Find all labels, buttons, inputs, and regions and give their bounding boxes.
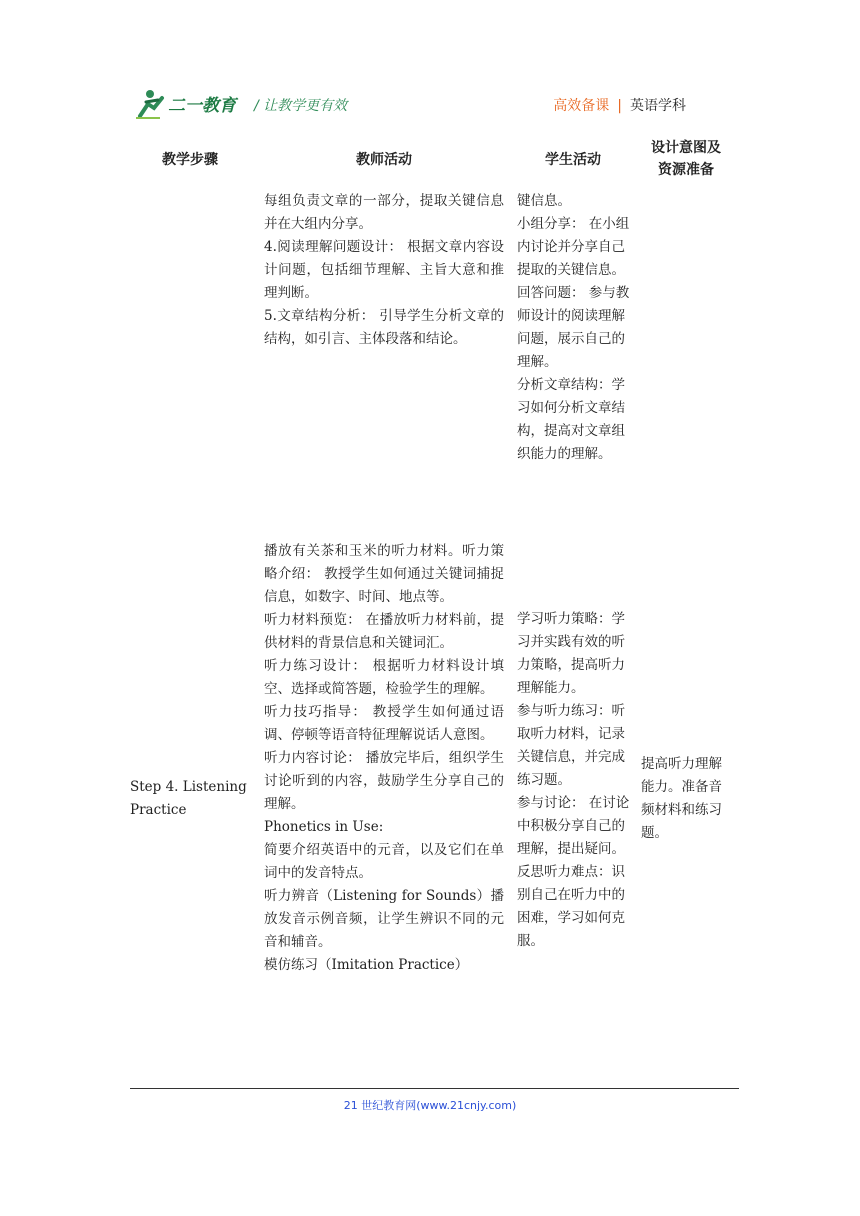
header-brand xyxy=(553,95,686,115)
brand-separator: | xyxy=(617,98,622,114)
row2-teacher-para: 听力辨音（Listening for Sounds）播放发音示例音频，让学生辨识不同的元音和辅音。 xyxy=(264,888,504,950)
brand-label: 高效备课 xyxy=(553,98,610,114)
col-header-design-line2: 资源准备 xyxy=(658,162,714,178)
row2-student-para: 参与讨论： 在讨论中积极分享自己的理解，提出疑问。 xyxy=(517,795,630,857)
row2-teacher-para: 听力材料预览： 在播放听力材料前，提供材料的背景信息和关键词汇。 xyxy=(264,612,504,651)
row2-teacher-activity xyxy=(264,540,504,977)
row1-teacher-activity xyxy=(264,190,504,351)
footer-source[interactable]: 21 世纪教育网(www.21cnjy.com) xyxy=(343,1099,517,1112)
page-header xyxy=(136,86,736,122)
col-header-step: 教学步骤 xyxy=(162,152,218,168)
row2-teacher-para: 听力内容讨论： 播放完毕后，组织学生讨论听到的内容，鼓励学生分享自己的理解。 xyxy=(264,750,504,812)
logo-icon xyxy=(136,88,248,120)
logo-text: 二一教育 xyxy=(168,96,236,116)
col-header-student: 学生活动 xyxy=(545,152,601,168)
row2-teacher-para: 听力练习设计： 根据听力材料设计填空、选择或简答题，检验学生的理解。 xyxy=(264,658,504,697)
row1-student-para: 回答问题： 参与教师设计的阅读理解问题，展示自己的理解。 xyxy=(517,285,630,370)
row2-student-para: 学习听力策略：学习并实践有效的听力策略，提高听力理解能力。 xyxy=(517,611,625,696)
row1-student-activity xyxy=(517,190,631,466)
row1-student-para: 分析文章结构：学习如何分析文章结构，提高对文章组织能力的理解。 xyxy=(517,377,625,462)
header-slogan: / 让教学更有效 xyxy=(254,98,348,114)
row2-teacher-para: 听力技巧指导： 教授学生如何通过语调、停顿等语音特征理解说话人意图。 xyxy=(264,704,504,743)
col-header-design xyxy=(636,137,736,181)
row2-student-para: 参与听力练习：听取听力材料，记录关键信息，并完成练习题。 xyxy=(517,703,625,788)
row2-step-label: Step 4. Listening Practice xyxy=(130,779,247,818)
row1-student-para: 小组分享： 在小组内讨论并分享自己提取的关键信息。 xyxy=(517,216,630,278)
row2-student-para: 反思听力难点：识别自己在听力中的困难，学习如何克服。 xyxy=(517,864,625,949)
col-header-design-line1: 设计意图及 xyxy=(651,140,721,156)
row2-design-intent: 提高听力理解能力。准备音频材料和练习题。 xyxy=(641,756,722,841)
row2-teacher-para: Phonetics in Use: xyxy=(264,819,384,835)
row2-teacher-para: 模仿练习（Imitation Practice） xyxy=(264,957,469,973)
col-header-teacher: 教师活动 xyxy=(356,152,412,168)
row2-teacher-para: 简要介绍英语中的元音，以及它们在单词中的发音特点。 xyxy=(264,842,504,881)
row2-student-activity xyxy=(517,608,631,953)
row2-teacher-para: 播放有关茶和玉米的听力材料。听力策略介绍： 教授学生如何通过关键词捕捉信息，如数字、时间、地点等。 xyxy=(264,543,504,605)
row1-teacher-para: 每组负责文章的一部分，提取关键信息并在大组内分享。 xyxy=(264,193,504,232)
row1-student-para: 键信息。 xyxy=(517,193,571,209)
subject-label: 英语学科 xyxy=(630,98,686,114)
footer-divider xyxy=(130,1088,739,1089)
row1-teacher-para: 5.文章结构分析： 引导学生分析文章的结构，如引言、主体段落和结论。 xyxy=(264,308,504,347)
row1-teacher-para: 4.阅读理解问题设计： 根据文章内容设计问题，包括细节理解、主旨大意和推理判断。 xyxy=(264,239,504,301)
